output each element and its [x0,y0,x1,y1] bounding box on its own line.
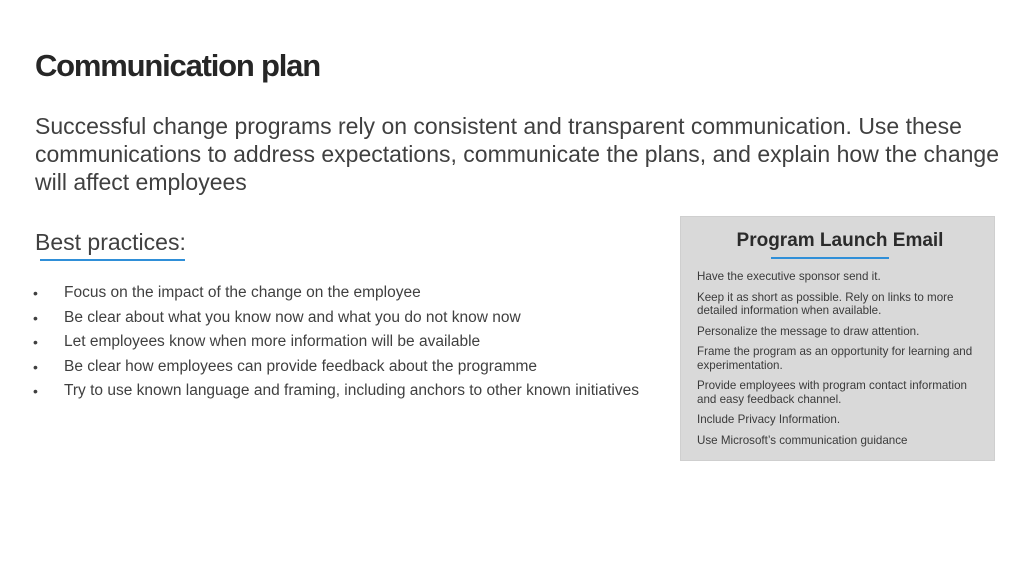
bullet-icon: • [33,358,38,375]
list-item [33,309,643,327]
list-item-text: Try to use known language and framing, including anchors to other known initiatives [64,382,639,399]
card-item: Frame the program as an opportunity for learning and experimentation. [697,345,973,372]
card-item: Provide employees with program contact information and easy feedback channel. [697,379,968,406]
bullet-icon: • [33,309,38,326]
bullet-icon: • [33,334,38,350]
list-item-text: Be clear how employees can provide feedback about the programme [64,357,538,375]
card-item: Include Privacy Information. [697,413,841,426]
list-item [33,284,643,302]
list-item [33,333,643,351]
list-item [33,358,643,376]
card-title: Program Launch Email [736,230,944,251]
intro-paragraph: Successful change programs rely on consistent and transparent communication. Use these communications to address expectations, communicate the plans, and explain how the change will affect employees [35,113,1000,195]
list-item-text: Be clear about what you know now and what you do not know now [64,308,521,326]
list-item-text: Let employees know when more information will be available [64,333,481,350]
card-item: Use Microsoft’s communication guidance [697,433,908,447]
list-item [33,382,643,400]
card-item: Personalize the message to draw attention. [697,324,920,338]
best-practices-list [33,284,643,407]
bullet-icon: • [33,285,38,301]
bullet-icon: • [33,383,38,399]
page-title: Communication plan [35,48,320,83]
best-practices-underline [40,259,185,261]
card-item: Keep it as short as possible. Rely on links to more detailed information when available. [697,290,954,317]
card-item: Have the executive sponsor send it. [697,270,881,283]
list-item-text: Focus on the impact of the change on the employee [64,284,421,301]
card-list [697,270,987,454]
card-title-underline [771,257,889,259]
program-launch-email-card [680,216,995,461]
best-practices-heading: Best practices: [35,229,186,255]
